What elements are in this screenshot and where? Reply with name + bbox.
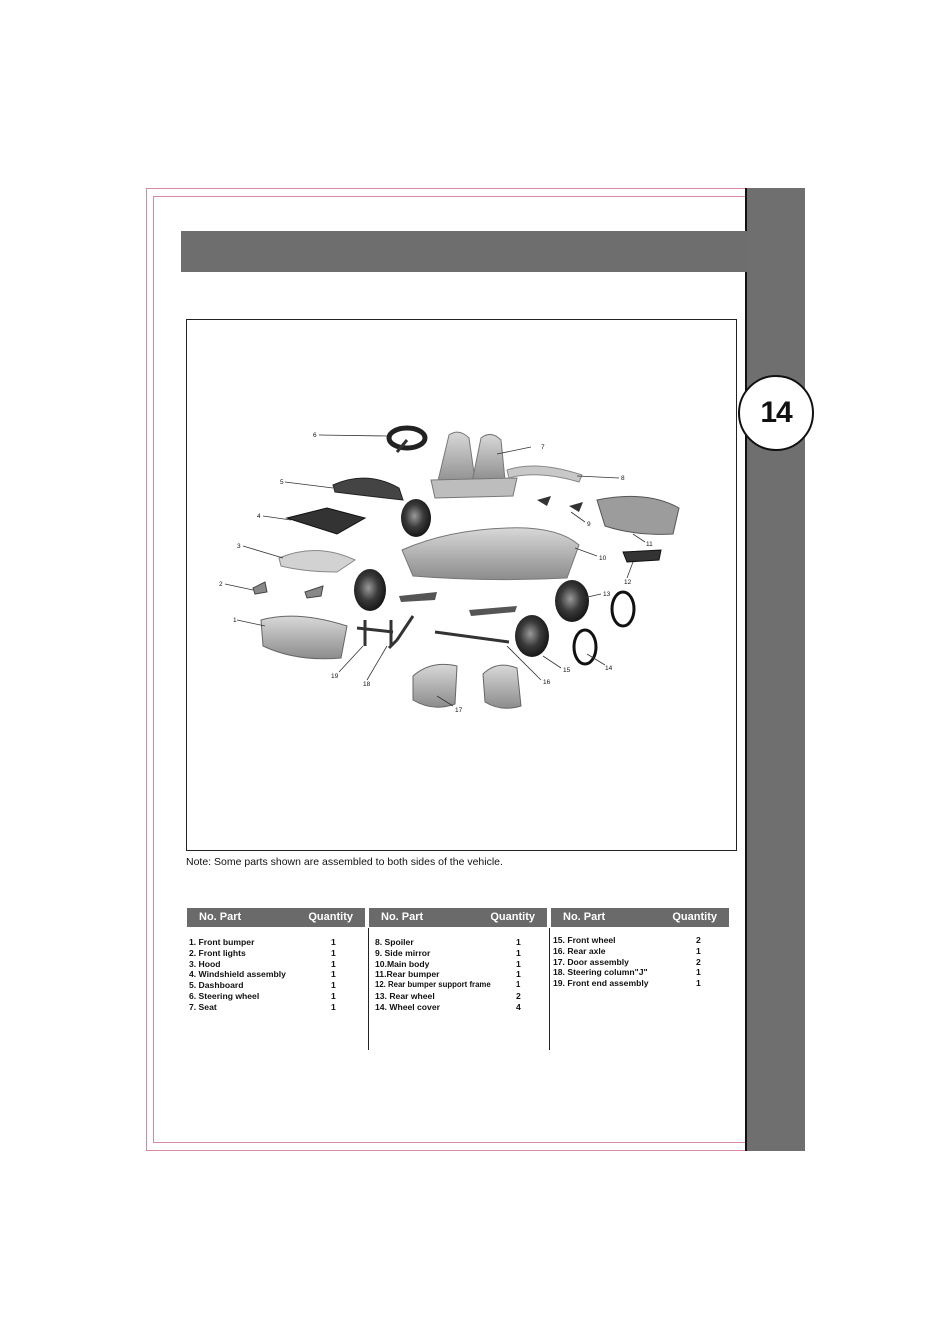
table-row xyxy=(551,935,729,946)
callout-2: 2 xyxy=(219,581,223,588)
small-bracket-2 xyxy=(469,606,517,616)
part-qty: 1 xyxy=(331,1001,336,1012)
header-quantity: Quantity xyxy=(672,911,717,923)
callout-19: 19 xyxy=(331,673,339,680)
part-qty: 1 xyxy=(331,990,336,1001)
callout-14: 14 xyxy=(605,665,613,672)
steering-wheel-part xyxy=(389,428,425,452)
part-qty: 1 xyxy=(516,947,521,958)
callout-8: 8 xyxy=(621,475,625,482)
front-light-right xyxy=(305,586,323,598)
front-wheel-part xyxy=(515,615,549,657)
part-qty: 4 xyxy=(516,1001,521,1012)
rear-bumper-support-frame-part xyxy=(623,550,661,562)
callout-17: 17 xyxy=(455,707,463,714)
callout-11: 11 xyxy=(646,541,653,548)
main-body-part xyxy=(402,528,579,580)
rear-axle-part xyxy=(435,632,509,642)
part-name: 11.Rear bumper xyxy=(375,969,440,980)
part-qty: 1 xyxy=(696,967,701,978)
part-name: 8. Spoiler xyxy=(375,937,414,947)
small-bracket xyxy=(399,592,437,602)
callout-7: 7 xyxy=(541,444,545,451)
table-row xyxy=(187,1002,365,1013)
table-row xyxy=(369,948,547,959)
table-row xyxy=(369,937,547,948)
rear-wheel-part xyxy=(555,580,589,622)
table-row xyxy=(187,980,365,991)
door-assembly-part xyxy=(413,664,457,707)
callout-12: 12 xyxy=(624,579,632,586)
table-row xyxy=(369,980,547,991)
table-row xyxy=(369,959,547,970)
part-name: 14. Wheel cover xyxy=(375,1001,440,1012)
callout-18: 18 xyxy=(363,681,371,688)
table-row xyxy=(551,946,729,957)
front-bumper-part xyxy=(261,616,347,659)
part-qty: 1 xyxy=(331,958,336,969)
side-tab-bar xyxy=(747,188,805,1151)
part-qty: 1 xyxy=(516,937,521,947)
part-qty: 1 xyxy=(331,937,336,947)
callout-10: 10 xyxy=(599,555,607,562)
dashboard-part xyxy=(333,478,403,500)
parts-illustration xyxy=(187,320,738,852)
wheel-upper xyxy=(401,499,431,537)
callout-15: 15 xyxy=(563,667,571,674)
callout-4: 4 xyxy=(257,513,261,520)
part-name: 19. Front end assembly xyxy=(553,978,649,989)
header-part: No. Part xyxy=(199,911,242,923)
table-row xyxy=(187,991,365,1002)
part-name: 9. Side mirror xyxy=(375,947,431,958)
part-name: 3. Hood xyxy=(189,958,221,969)
table-row xyxy=(187,969,365,980)
parts-table-column-3 xyxy=(551,908,729,989)
seat-part xyxy=(431,432,517,498)
page-number-badge: 14 xyxy=(738,375,814,451)
part-qty: 1 xyxy=(331,947,336,958)
part-name: 17. Door assembly xyxy=(553,956,629,967)
part-qty: 1 xyxy=(516,969,521,980)
part-qty: 2 xyxy=(516,990,521,1001)
side-mirror-part xyxy=(537,496,583,512)
table-header xyxy=(551,908,729,927)
callout-3: 3 xyxy=(237,543,241,550)
part-name: 15. Front wheel xyxy=(553,935,616,945)
part-qty: 1 xyxy=(696,978,701,989)
callout-5: 5 xyxy=(280,479,284,486)
rear-bumper-part xyxy=(597,496,679,534)
part-name: 2. Front lights xyxy=(189,947,246,958)
section-title-bar xyxy=(181,231,747,272)
exploded-parts-diagram xyxy=(186,319,737,851)
front-lights-part xyxy=(253,582,267,594)
part-qty: 1 xyxy=(696,945,701,956)
part-name: 5. Dashboard xyxy=(189,980,244,991)
table-row xyxy=(187,959,365,970)
part-qty: 2 xyxy=(696,956,701,967)
part-qty: 1 xyxy=(331,969,336,980)
part-qty: 1 xyxy=(331,980,336,991)
hood-part xyxy=(279,550,355,572)
header-part: No. Part xyxy=(381,911,424,923)
header-part: No. Part xyxy=(563,911,606,923)
part-name: 7. Seat xyxy=(189,1001,217,1012)
callout-16: 16 xyxy=(543,679,551,686)
part-qty: 1 xyxy=(516,980,521,990)
callout-13: 13 xyxy=(603,591,611,598)
table-divider xyxy=(549,928,550,1050)
front-end-assembly-part xyxy=(357,620,393,646)
table-row xyxy=(551,978,729,989)
part-name: 18. Steering column"J" xyxy=(553,967,648,978)
part-qty: 1 xyxy=(516,958,521,969)
door-assembly-right xyxy=(483,665,521,708)
part-name: 1. Front bumper xyxy=(189,937,255,947)
table-header xyxy=(187,908,365,927)
part-qty: 2 xyxy=(696,935,701,945)
part-name: 10.Main body xyxy=(375,958,430,969)
callout-6: 6 xyxy=(313,432,317,439)
part-name: 4. Windshield assembly xyxy=(189,969,286,980)
callout-9: 9 xyxy=(587,521,591,528)
header-quantity: Quantity xyxy=(308,911,353,923)
spoiler-part xyxy=(507,466,582,482)
table-row xyxy=(369,991,547,1002)
table-row xyxy=(551,967,729,978)
table-row xyxy=(369,1002,547,1013)
windshield-part xyxy=(287,508,365,534)
part-name: 12. Rear bumper support frame xyxy=(375,980,491,990)
table-row xyxy=(187,948,365,959)
part-name: 16. Rear axle xyxy=(553,945,606,956)
table-row xyxy=(551,957,729,968)
assembly-note: Note: Some parts shown are assembled to both sides of the vehicle. xyxy=(186,856,503,868)
header-quantity: Quantity xyxy=(490,911,535,923)
callout-1: 1 xyxy=(233,617,237,624)
parts-table-column-1 xyxy=(187,908,365,1013)
wheel-left xyxy=(354,569,386,611)
table-row xyxy=(369,969,547,980)
part-name: 6. Steering wheel xyxy=(189,990,260,1001)
parts-table-column-2 xyxy=(369,908,547,1013)
part-name: 13. Rear wheel xyxy=(375,990,435,1001)
table-header xyxy=(369,908,547,927)
table-row xyxy=(187,937,365,948)
